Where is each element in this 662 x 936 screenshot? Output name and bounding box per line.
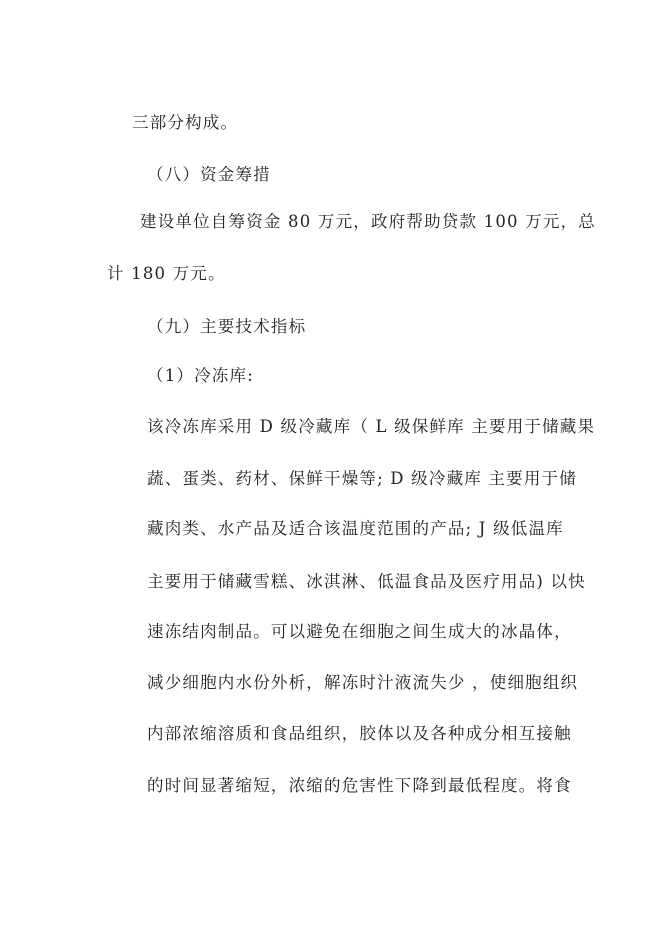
text-line: 主要用于储藏雪糕、冰淇淋、低温食品及医疗用品) 以快 <box>147 572 586 591</box>
text-line: 减少细胞内水份外析，解冻时汁液流失少 ，使细胞组织 <box>147 673 579 692</box>
text-line: 该冷冻库采用 D 级冷藏库（ L 级保鲜库 主要用于储藏果 <box>147 417 596 436</box>
text-line: 蔬、蛋类、药材、保鲜干燥等; D 级冷藏库 主要用于储 <box>147 469 577 488</box>
text-line: 计 180 万元。 <box>107 264 226 283</box>
section-heading-technical-indicators: （九）主要技术指标 <box>147 317 307 336</box>
text-line: 的时间显著缩短，浓缩的危害性下降到最低程度。将食 <box>147 776 572 795</box>
section-heading-funding: （八）资金筹措 <box>147 165 271 184</box>
subheading-freezer: （1）冷冻库: <box>147 366 254 385</box>
text-line: 三部分构成。 <box>132 113 239 132</box>
text-line: 建设单位自筹资金 80 万元，政府帮助贷款 100 万元，总 <box>140 212 596 231</box>
text-line: 藏肉类、水产品及适合该温度范围的产品; J 级低温库 <box>147 519 564 538</box>
text-line: 速冻结肉制品。可以避免在细胞之间生成大的冰晶体， <box>147 622 572 641</box>
text-line: 内部浓缩溶质和食品组织，胶体以及各种成分相互接触 <box>147 724 572 743</box>
